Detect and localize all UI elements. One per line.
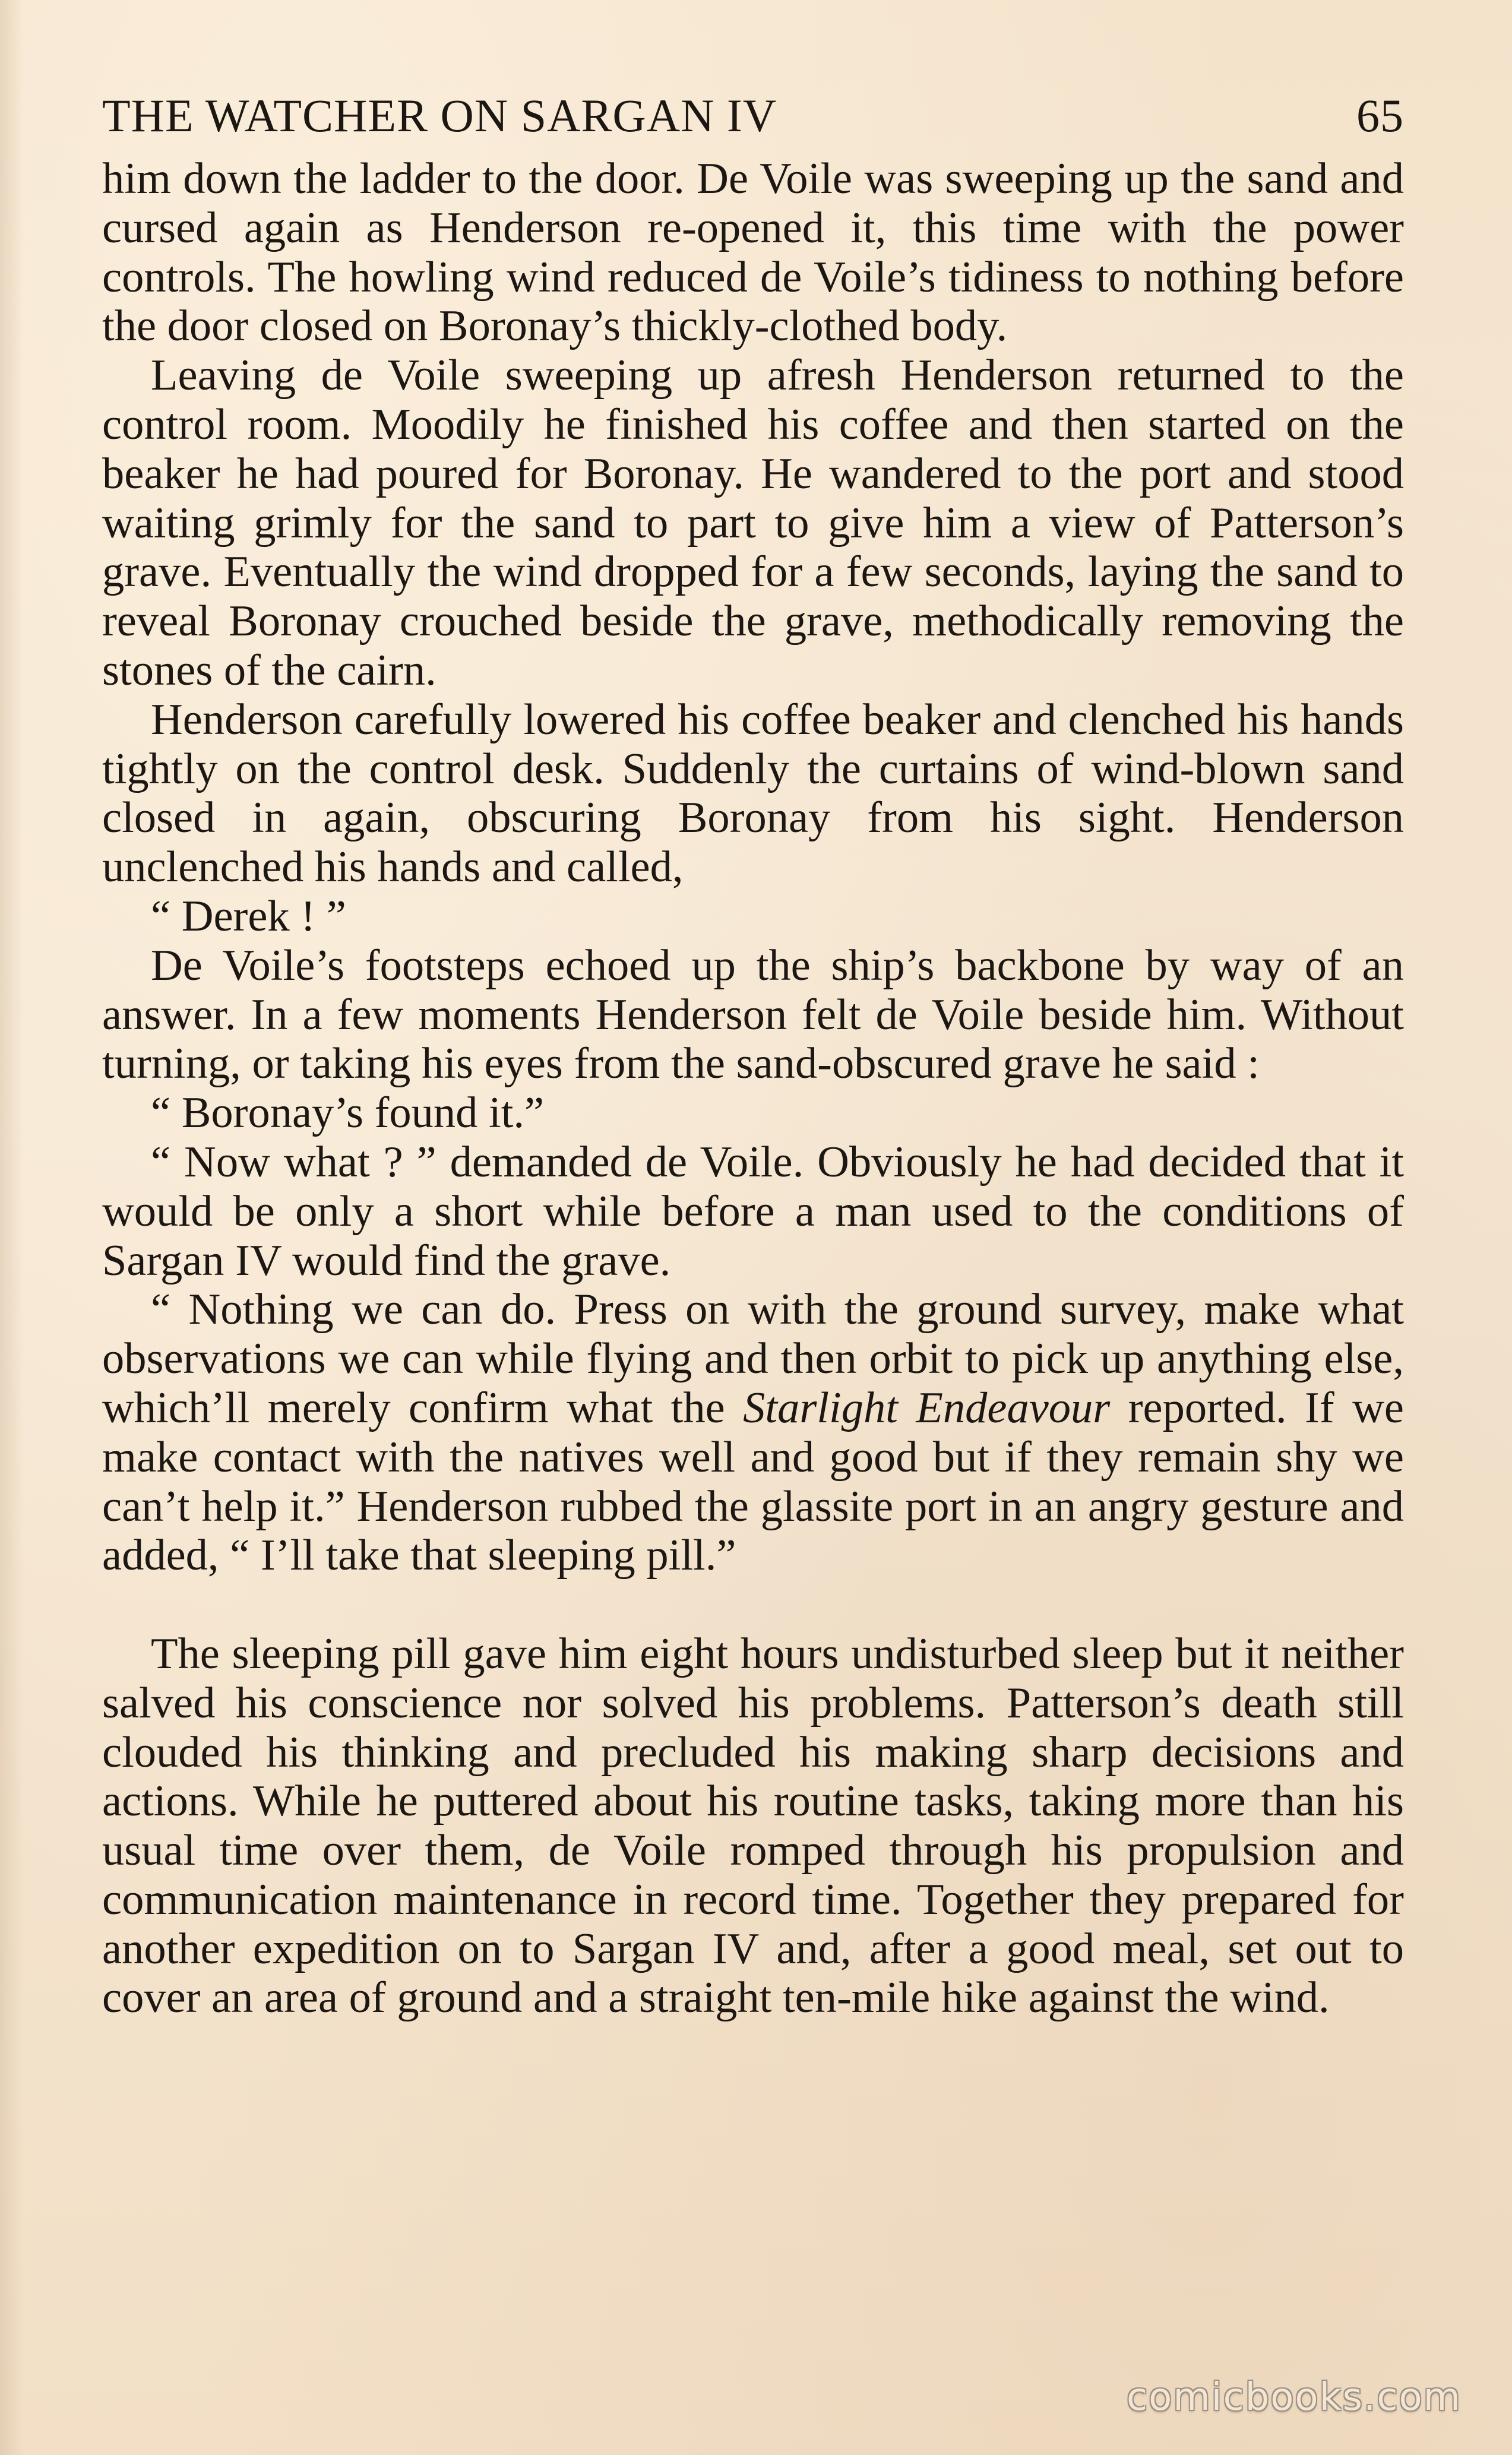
paragraph: “ Now what ? ” demanded de Voile. Obviously he had decided that it would be only a short while before a man used to the conditions of Sargan IV would find the grave. — [102, 1137, 1404, 1285]
body-text — [102, 154, 1404, 2023]
paragraph: him down the ladder to the door. De Voile was sweeping up the sand and cursed again as Henderson re-opened it, this time with the power controls. The howling wind reduced de Voile’s tidiness to nothing before the door closed on Boronay’s thickly-clothed body. — [102, 154, 1404, 351]
watermark-logo: comicbooks.com — [1126, 2375, 1462, 2419]
running-title: THE WATCHER ON SARGAN IV — [102, 90, 777, 141]
page-number: 65 — [1356, 90, 1404, 141]
paragraph: The sleeping pill gave him eight hours undisturbed sleep but it neither salved his conscience nor solved his problems. Patterson’s death still clouded his thinking and precluded his making sharp decisions and actions. While he puttered about his routine tasks, taking more than his usual time over them, de Voile romped through his propulsion and communication maintenance in record time. Together they prepared for another expedition on to Sargan IV and, after a good meal, set out to cover an area of ground and a straight ten-mile hike against the wind. — [102, 1629, 1404, 2023]
running-head — [102, 89, 1404, 154]
paragraph: De Voile’s footsteps echoed up the ship’s backbone by way of an answer. In a few moments Henderson felt de Voile beside him. Without turning, or taking his eyes from the sand-obscured grave he said : — [102, 941, 1404, 1089]
paragraph: Leaving de Voile sweeping up afresh Henderson returned to the control room. Moodily he finished his coffee and then started on the beaker he had poured for Boronay. He wandered to the port and stood waiting grimly for the sand to part to give him a view of Patterson’s grave. Eventually the wind dropped for a few seconds, laying the sand to reveal Boronay crouched beside the grave, methodically removing the stones of the cairn. — [102, 351, 1404, 695]
paragraph-text: “ Nothing we can do. Press on with the ground survey, make what observations we can while flying and then orbit to pick up anything else, which’ll merely confirm what the — [102, 1285, 1404, 1432]
dialogue-line: “ Derek ! ” — [151, 891, 346, 941]
section-break — [102, 1580, 1404, 1630]
paragraph: Henderson carefully lowered his coffee beaker and clenched his hands tightly on the control desk. Suddenly the curtains of wind-blown sand closed in again, obscuring Boronay from his sight. Henderson unclenched his hands and called, — [102, 695, 1404, 892]
paragraph-text: reported. If we make contact with the natives well and good but if they remain shy we can’t help it.” Henderson rubbed the glassite port in an angry gesture and added, “ I’ll take that sleeping pill.” — [102, 1383, 1405, 1580]
page-edge-shadow — [0, 0, 24, 2455]
dialogue-line: “ Boronay’s found it.” — [151, 1089, 545, 1138]
paragraph — [102, 1285, 1404, 1580]
book-page — [102, 89, 1404, 2023]
ship-name: Starlight Endeavour — [743, 1383, 1111, 1432]
